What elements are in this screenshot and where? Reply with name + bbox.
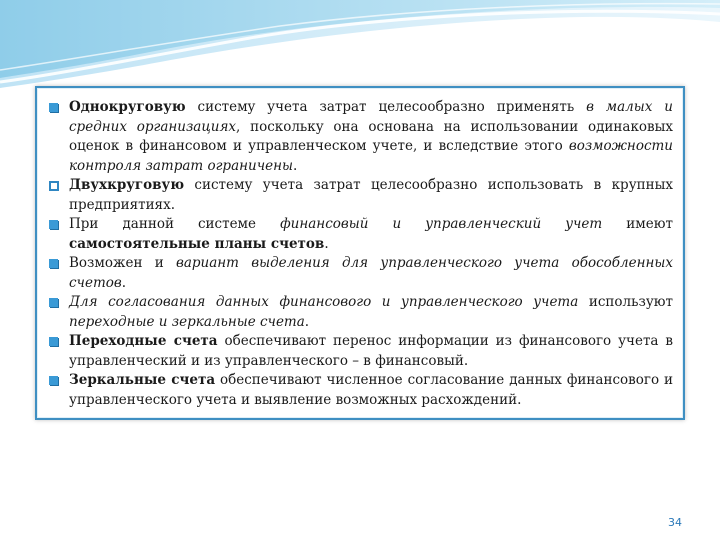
bullet-text-part: обеспечивают численное согласование данных финансового и управленческого учета и выявление возможных расхождений. — [69, 372, 673, 408]
bullet-text-part: систему учета затрат целесообразно использовать в крупных предприятиях. — [69, 177, 673, 213]
square-bullet-icon — [49, 103, 58, 112]
bullet-text-part: Двухкруговую — [69, 177, 185, 193]
bullet-item — [69, 98, 673, 176]
hollow-square-bullet-icon — [49, 181, 59, 191]
bullet-text-part: переходные и зеркальные счета — [69, 313, 305, 330]
bullet-text-part: Для согласования данных финансового и управленческого учета — [69, 294, 579, 310]
square-bullet-icon — [49, 220, 58, 229]
bullet-text-part: . — [121, 274, 127, 291]
header-wave-decoration — [0, 0, 720, 92]
bullet-text-part: При данной системе — [69, 216, 281, 232]
bullet-item — [69, 293, 673, 332]
bullet-text-part: Переходные счета — [69, 333, 218, 349]
content-box — [35, 86, 685, 420]
bullet-item — [69, 332, 673, 371]
bullet-text-part: финансовый и управленческий учет — [280, 216, 603, 232]
bullet-text-part: . — [292, 157, 298, 174]
square-bullet-icon — [49, 337, 58, 346]
bullet-list — [37, 88, 683, 410]
bullet-text-part: Возможен и — [69, 255, 176, 271]
bullet-text-part: вариант выделения для управленческого учета обособленных счетов — [69, 255, 673, 291]
bullet-text-part: . — [324, 235, 329, 252]
bullet-text-part: в малых и средних организациях — [69, 99, 673, 135]
bullet-item — [69, 176, 673, 215]
bullet-text-part: , поскольку она основана на использовании одинаковых оценок в финансовом и управленческом учете, и вследствие этого — [69, 118, 674, 154]
bullet-text-part: самостоятельные планы счетов — [69, 235, 325, 252]
square-bullet-icon — [49, 298, 58, 307]
page-number: 34 — [668, 516, 682, 529]
bullet-text-part: Зеркальные счета — [69, 372, 216, 388]
square-bullet-icon — [49, 376, 58, 385]
bullet-text-part: возможности контроля затрат ограничены — [69, 138, 673, 174]
bullet-text-part: Однокруговую — [69, 99, 186, 115]
bullet-item — [69, 254, 673, 293]
bullet-text-part: используют — [578, 294, 673, 310]
bullet-text-part: системy учета затрат целесообразно применять — [185, 99, 587, 115]
square-bullet-icon — [49, 259, 58, 268]
bullet-text-part: . — [304, 313, 310, 330]
bullet-text-part: обеспечивают перенос информации из финансового учета в управленческий и из управленческого – в финансовый. — [69, 333, 673, 369]
bullet-item — [69, 215, 673, 254]
bullet-text-part: имеют — [602, 216, 673, 232]
bullet-item — [69, 371, 673, 410]
